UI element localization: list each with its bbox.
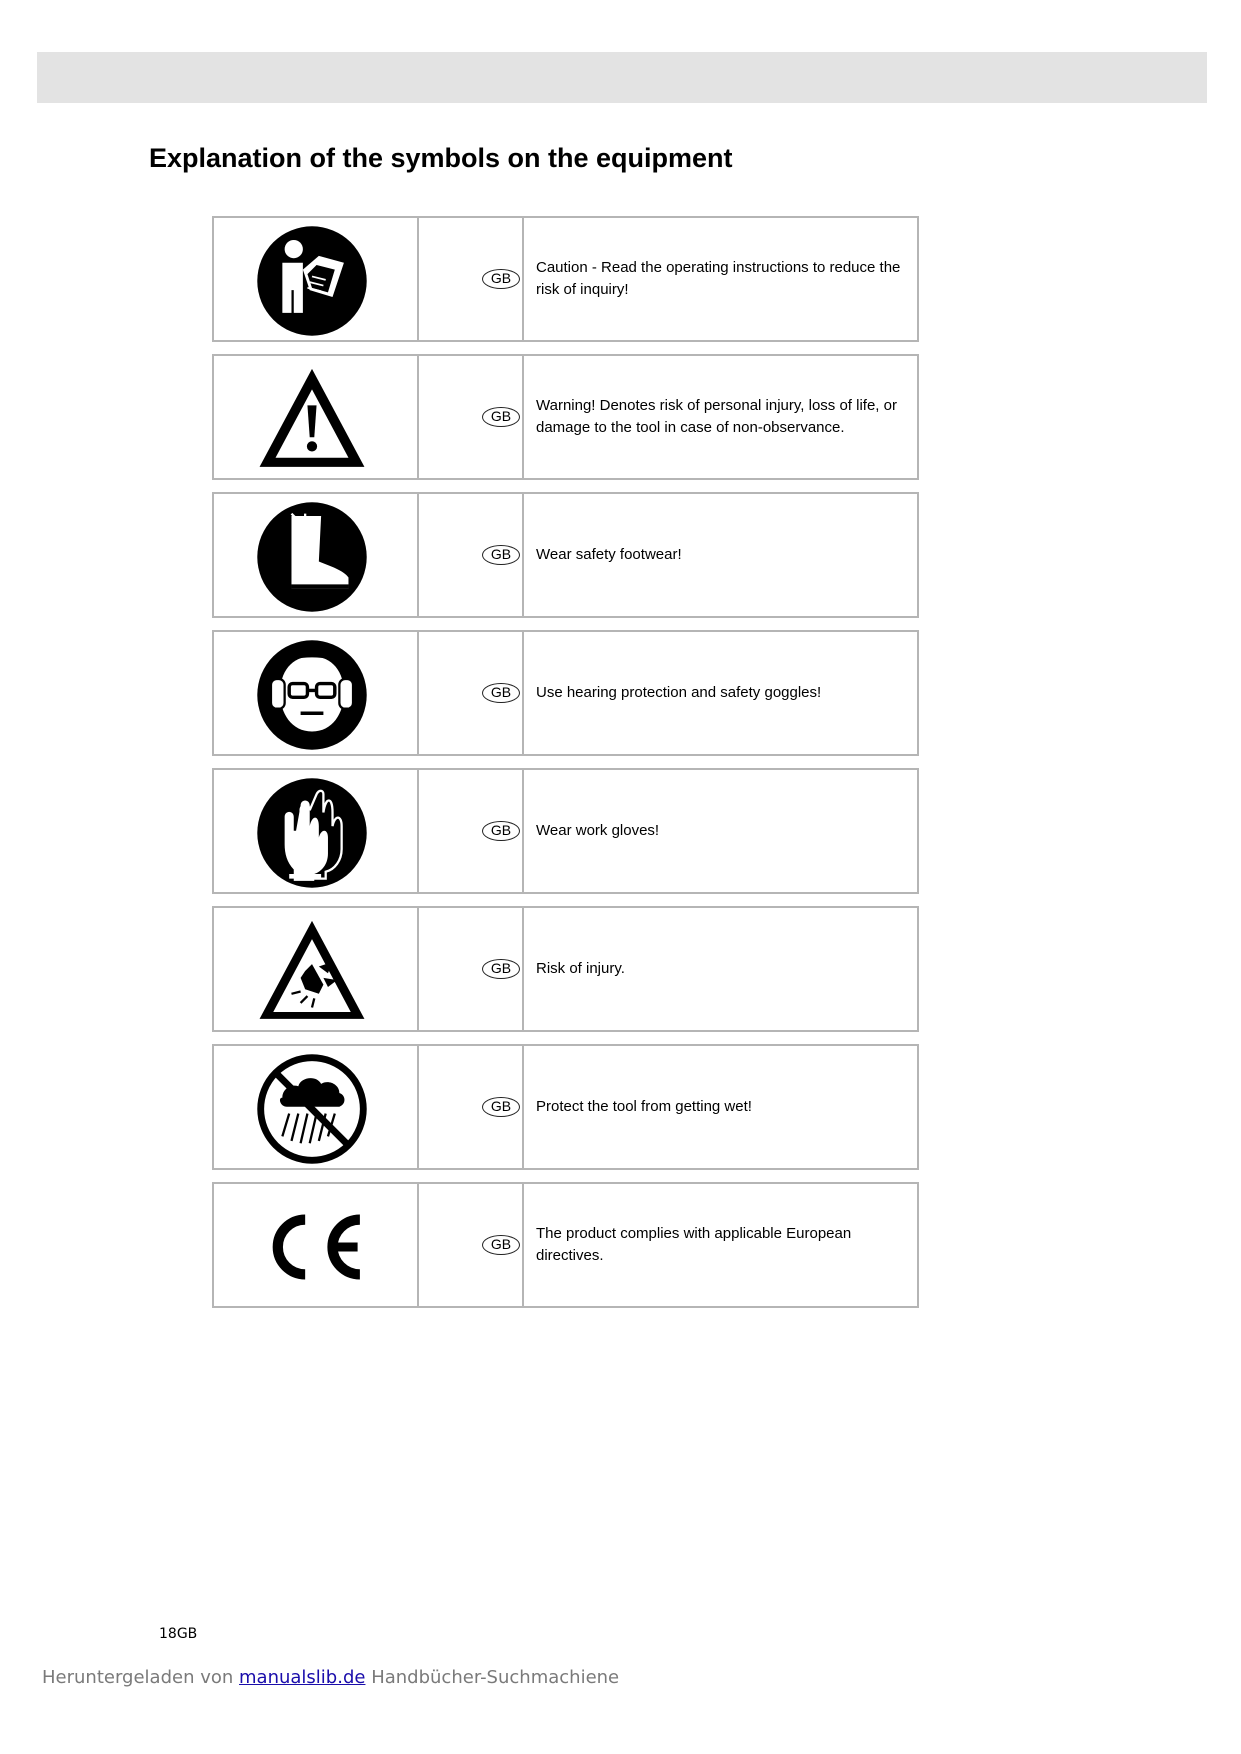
symbol-description: Wear work gloves!: [536, 822, 660, 839]
icon-cell: [212, 492, 419, 618]
page-title: Explanation of the symbols on the equipment: [149, 143, 733, 173]
read-manual-icon: [255, 224, 369, 338]
language-badge: GB: [482, 683, 520, 703]
symbol-row: [212, 216, 919, 342]
icon-cell: [212, 1182, 419, 1308]
language-badge: GB: [482, 821, 520, 841]
work-gloves-icon: [255, 776, 369, 890]
symbol-description: Use hearing protection and safety goggles!: [536, 684, 822, 701]
icon-cell: [212, 768, 419, 894]
symbol-row: [212, 768, 919, 894]
symbol-description: The product complies with applicable European directives.: [536, 1225, 852, 1264]
icon-cell: [212, 354, 419, 480]
ce-mark-icon: [255, 1190, 369, 1304]
icon-cell: [212, 216, 419, 342]
symbol-row: [212, 1182, 919, 1308]
symbol-row: [212, 354, 919, 480]
icon-cell: [212, 1044, 419, 1170]
footer-prefix: Heruntergeladen von: [42, 1667, 234, 1688]
language-badge: GB: [482, 1097, 520, 1117]
page-number: 18GB: [159, 1626, 198, 1642]
symbol-description: Risk of injury.: [536, 960, 625, 977]
manualslib-link[interactable]: manualslib.de: [239, 1667, 366, 1688]
header-bar: [37, 52, 1207, 103]
language-badge: GB: [482, 269, 520, 289]
language-badge: GB: [482, 545, 520, 565]
footer-suffix: Handbücher-Suchmachiene: [371, 1667, 620, 1688]
symbol-row: [212, 630, 919, 756]
download-footer: [42, 1667, 619, 1688]
symbol-row: [212, 1044, 919, 1170]
symbol-row: [212, 906, 919, 1032]
symbol-description: Wear safety footwear!: [536, 546, 682, 563]
safety-boot-icon: [255, 500, 369, 614]
language-badge: GB: [482, 1235, 520, 1255]
language-badge: GB: [482, 407, 520, 427]
symbol-row: [212, 492, 919, 618]
language-badge: GB: [482, 959, 520, 979]
hand-injury-warning-icon: [255, 914, 369, 1028]
symbol-description: Caution - Read the operating instructions to reduce the risk of inquiry!: [536, 259, 901, 298]
no-rain-icon: [255, 1052, 369, 1166]
symbol-description: Protect the tool from getting wet!: [536, 1098, 752, 1115]
hearing-eye-protection-icon: [255, 638, 369, 752]
symbol-description: Warning! Denotes risk of personal injury, loss of life, or damage to the tool in case of non-observance.: [536, 397, 897, 436]
warning-triangle-icon: [255, 362, 369, 476]
icon-cell: [212, 906, 419, 1032]
icon-cell: [212, 630, 419, 756]
